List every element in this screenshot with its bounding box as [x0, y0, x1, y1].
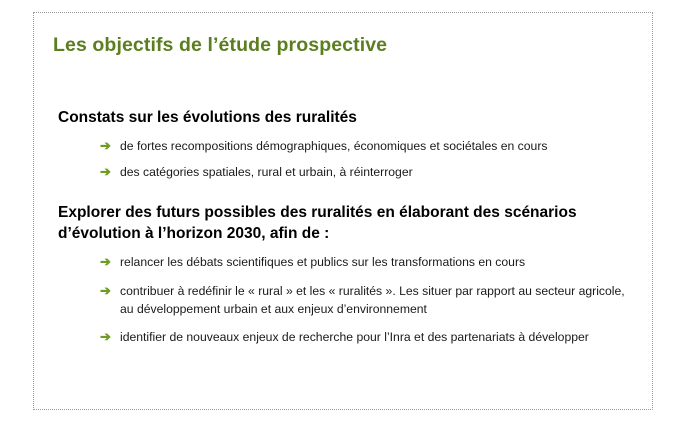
section-heading-1: Constats sur les évolutions des ruralités	[58, 109, 357, 126]
bullet-list-2	[58, 254, 638, 347]
arrow-icon: ➔	[100, 137, 111, 153]
arrow-icon: ➔	[100, 329, 111, 345]
list-item	[58, 329, 638, 347]
slide-frame	[33, 12, 653, 410]
slide-title: Les objectifs de l’étude prospective	[53, 34, 388, 56]
bullet-list-1	[58, 138, 638, 181]
bullet-text: de fortes recompositions démographiques, économiques et sociétales en cours	[120, 138, 548, 153]
bullet-text: des catégories spatiales, rural et urbain, à réinterroger	[120, 164, 413, 179]
list-item	[58, 283, 638, 318]
bullet-text: identifier de nouveaux enjeux de recherche pour l’Inra et des partenariats à développer	[120, 330, 589, 345]
section-heading-2: Explorer des futurs possibles des ruralités en élaborant des scénarios d’évolution à l’horizon 2030, afin de :	[58, 204, 577, 243]
bullet-text: contribuer à redéfinir le « rural » et les « ruralités ». Les situer par rapport au secteur agricole, au développement urbain et aux enjeux d’environnement	[120, 283, 625, 316]
list-item	[58, 254, 638, 272]
arrow-icon: ➔	[100, 254, 111, 270]
arrow-icon: ➔	[100, 282, 111, 298]
bullet-text: relancer les débats scientifiques et publics sur les transformations en cours	[120, 255, 526, 270]
slide-body	[58, 108, 638, 358]
arrow-icon: ➔	[100, 163, 111, 179]
list-item	[58, 138, 638, 156]
list-item	[58, 164, 638, 182]
